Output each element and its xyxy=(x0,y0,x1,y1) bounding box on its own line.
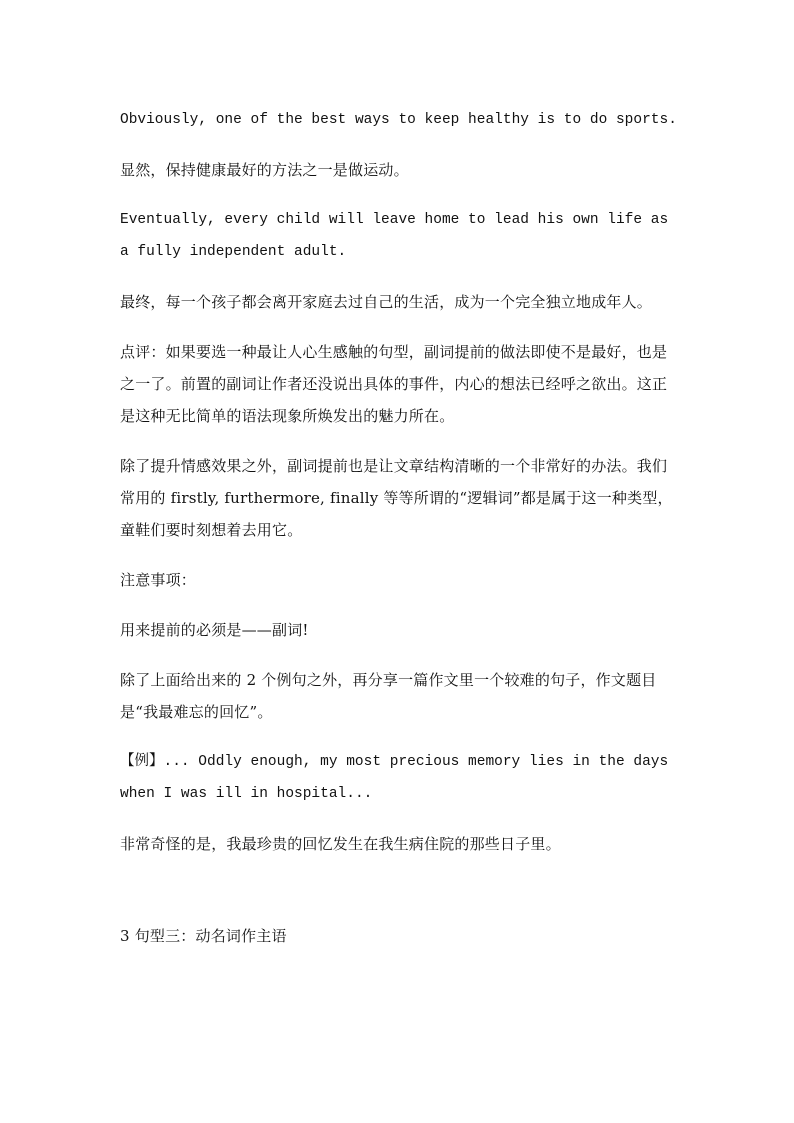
note-item: 用来提前的必须是——副词! xyxy=(120,621,309,639)
example-sentence-chinese-1: 显然，保持健康最好的方法之一是做运动。 xyxy=(120,161,409,179)
section-heading: 3 句型三：动名词作主语 xyxy=(120,927,287,945)
explanation-paragraph: 除了提升情感效果之外，副词提前也是让文章结构清晰的一个非常好的办法。我们常用的 firstly, furthermore, finally 等等所谓的“逻辑词”都是属于这一种类型，童鞋们要时刻想着去用它。 xyxy=(120,457,673,539)
commentary-paragraph: 点评：如果要选一种最让人心生感触的句型，副词提前的做法即使不是最好，也是之一了。前置的副词让作者还没说出具体的事件，内心的想法已经呼之欲出。这正是这种无比简单的语法现象所焕发出的魅力所在。 xyxy=(120,343,668,425)
example-sentence-chinese-3: 非常奇怪的是，我最珍贵的回忆发生在我生病住院的那些日子里。 xyxy=(120,835,561,853)
example-sentence-chinese-2: 最终，每一个孩子都会离开家庭去过自己的生活，成为一个完全独立地成年人。 xyxy=(120,293,653,311)
example-sentence-english-1: Obviously, one of the best ways to keep healthy is to do sports. xyxy=(120,112,677,128)
example-sentence-english-2: Eventually, every child will leave home to lead his own life as a fully independent adult. xyxy=(120,212,669,260)
intro-paragraph: 除了上面给出来的 2 个例句之外，再分享一篇作文里一个较难的句子，作文题目是“我最难忘的回忆”。 xyxy=(120,671,657,721)
document-body xyxy=(120,104,680,970)
example-sentence-english-3: 【例】... Oddly enough, my most precious memory lies in the days when I was ill in hospital... xyxy=(120,754,669,802)
notes-heading: 注意事项： xyxy=(120,571,197,589)
